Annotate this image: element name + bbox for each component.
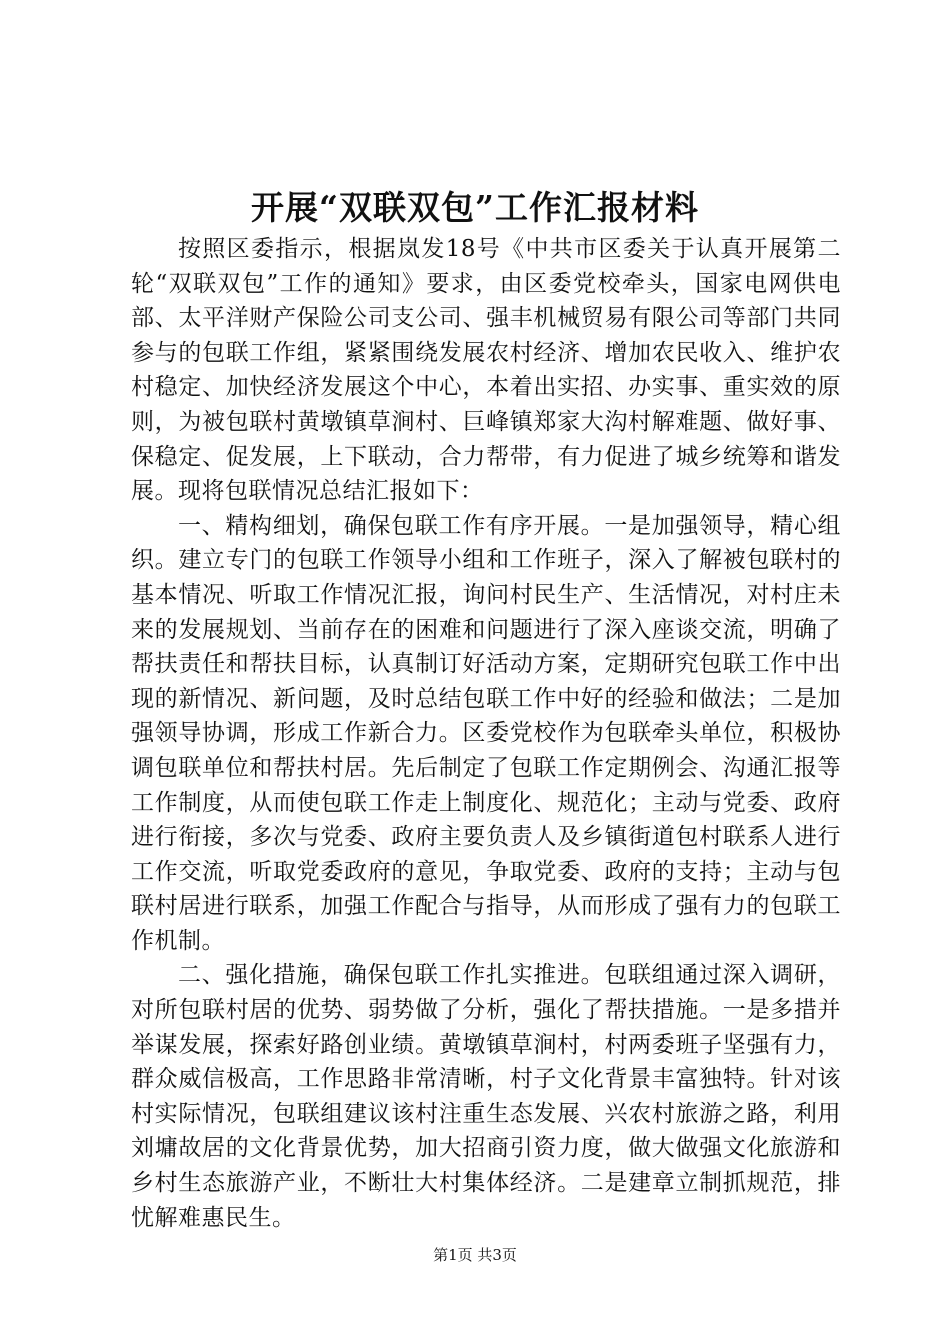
page-number-footer: 第1页 共3页 xyxy=(433,1246,517,1264)
document-body xyxy=(131,232,841,1235)
paragraph-section-two: 二、强化措施，确保包联工作扎实推进。包联组通过深入调研，对所包联村居的优势、弱势做了分析，强化了帮扶措施。一是多措并举谋发展，探索好路创业绩。黄墩镇草涧村，村两委班子坚强有力，群众威信极高，工作思路非常清晰，村子文化背景丰富独特。针对该村实际情况，包联组建议该村注重生态发展、兴农村旅游之路，利用刘墉故居的文化背景优势，加大招商引资力度，做大做强文化旅游和乡村生态旅游产业，不断壮大村集体经济。二是建章立制抓规范，排忧解难惠民生。 xyxy=(131,962,841,1231)
paragraph-section-one: 一、精构细划，确保包联工作有序开展。一是加强领导，精心组织。建立专门的包联工作领导小组和工作班子，深入了解被包联村的基本情况、听取工作情况汇报，询问村民生产、生活情况，对村庄未来的发展规划、当前存在的困难和问题进行了深入座谈交流，明确了帮扶责任和帮扶目标，认真制订好活动方案，定期研究包联工作中出现的新情况、新问题，及时总结包联工作中好的经验和做法；二是加强领导协调，形成工作新合力。区委党校作为包联牵头单位，积极协调包联单位和帮扶村居。先后制定了包联工作定期例会、沟通汇报等工作制度，从而使包联工作走上制度化、规范化；主动与党委、政府进行衔接，多次与党委、政府主要负责人及乡镇街道包村联系人进行工作交流，听取党委政府的意见，争取党委、政府的支持；主动与包联村居进行联系，加强工作配合与指导，从而形成了强有力的包联工作机制。 xyxy=(131,512,841,954)
paragraph-intro: 按照区委指示，根据岚发18号《中共市区委关于认真开展第二轮“双联双包”工作的通知》要求，由区委党校牵头，国家电网供电部、太平洋财产保险公司支公司、强丰机械贸易有限公司等部门共同参与的包联工作组，紧紧围绕发展农村经济、增加农民收入、维护农村稳定、加快经济发展这个中心，本着出实招、办实事、重实效的原则，为被包联村黄墩镇草涧村、巨峰镇郑家大沟村解难题、做好事、保稳定、促发展，上下联动，合力帮带，有力促进了城乡统筹和谐发展。现将包联情况总结汇报如下： xyxy=(131,236,841,505)
document-title: 开展“双联双包”工作汇报材料 xyxy=(251,188,699,227)
